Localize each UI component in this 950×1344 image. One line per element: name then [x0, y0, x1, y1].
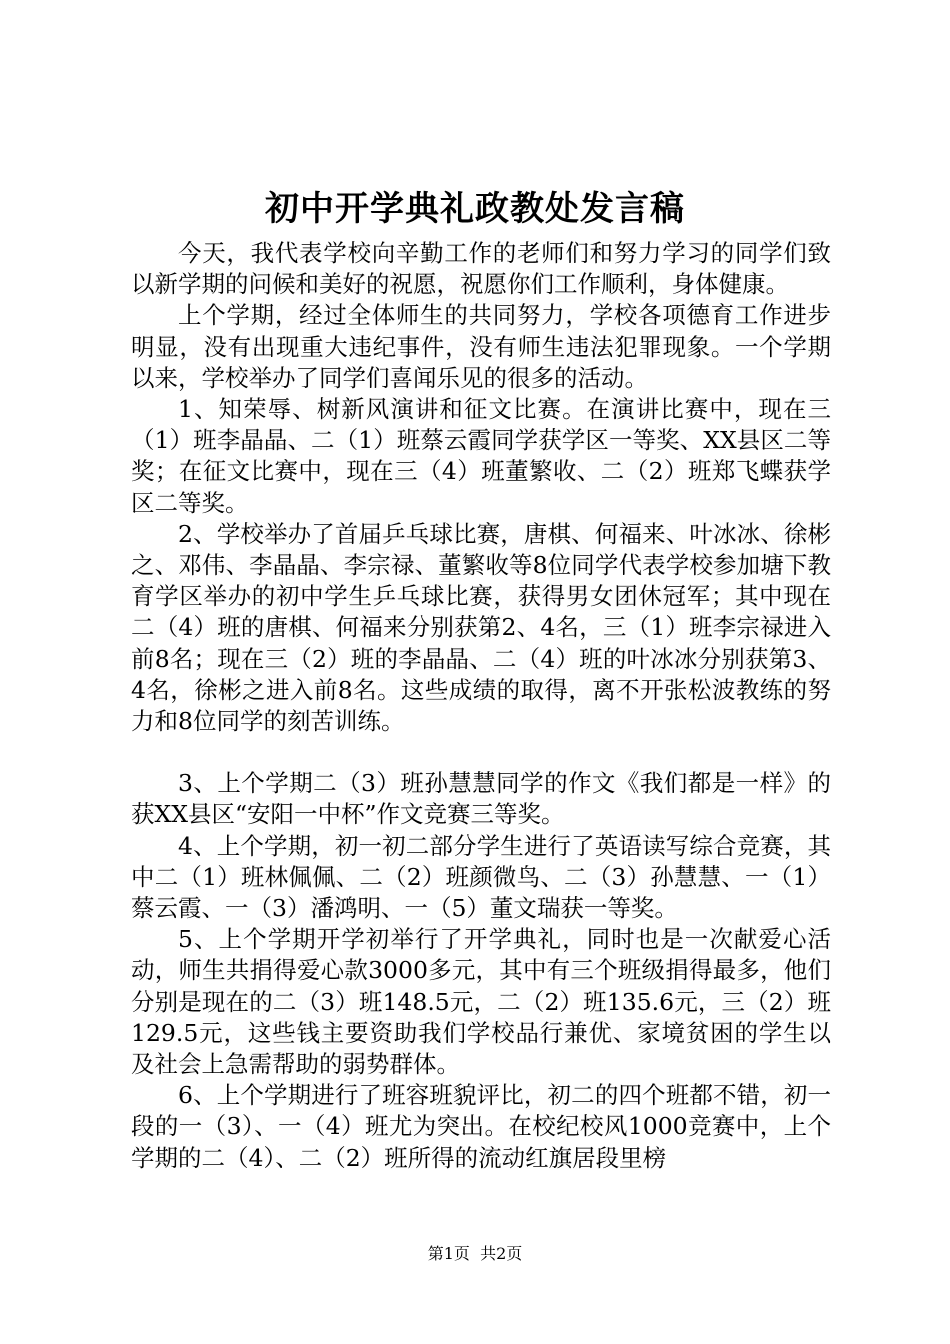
document-body: [131, 238, 831, 1174]
document-title: 初中开学典礼政教处发言稿: [265, 189, 685, 229]
paragraph-summary: 上个学期，经过全体师生的共同努力，学校各项德育工作进步明显，没有出现重大违纪事件，没有师生违法犯罪现象。一个学期以来，学校举办了同学们喜闻乐见的很多的活动。: [131, 301, 831, 392]
paragraph-item-3: 3、上个学期二（3）班孙慧慧同学的作文《我们都是一样》的获XX县区“安阳一中杯”作文竞赛三等奖。: [131, 769, 831, 829]
paragraph-item-6: 6、上个学期进行了班容班貌评比，初二的四个班都不错，初一段的一（3）、一（4）班尤为突出。在校纪校风1000竞赛中，上个学期的二（4）、二（2）班所得的流动红旗居段里榜: [131, 1081, 831, 1172]
paragraph-item-2: 2、学校举办了首届乒乓球比赛，唐棋、何福来、叶冰冰、徐彬之、邓伟、李晶晶、李宗禄、董繁收等8位同学代表学校参加塘下教育学区举办的初中学生乒乓球比赛，获得男女团休冠军；其中现在二（4）班的唐棋、何福来分别获第2、4名，三（1）班李宗禄进入前8名；现在三（2）班的李晶晶、二（4）班的叶冰冰分别获第3、4名，徐彬之进入前8名。这些成绩的取得，离不开张松波教练的努力和8位同学的刻苦训练。: [131, 519, 831, 736]
paragraph-item-4: 4、上个学期，初一初二部分学生进行了英语读写综合竞赛，其中二（1）班林佩佩、二（2）班颜微鸟、二（3）孙慧慧、一（1）蔡云霞、一（3）潘鸿明、一（5）董文瑞获一等奖。: [131, 831, 831, 923]
paragraph-item-1: 1、知荣辱、树新风演讲和征文比赛。在演讲比赛中，现在三（1）班李晶晶、二（1）班蔡云霞同学获学区一等奖、XX县区二等奖；在征文比赛中，现在三（4）班董繁收、二（2）班郑飞蝶获学区二等奖。: [131, 395, 831, 517]
paragraph-item-5: 5、上个学期开学初举行了开学典礼，同时也是一次献爱心活动，师生共捐得爱心款3000多元，其中有三个班级捐得最多，他们分别是现在的二（3）班148.5元，二（2）班135.6元，三（2）班129.5元，这些钱主要资助我们学校品行兼优、家境贫困的学生以及社会上急需帮助的弱势群体。: [131, 925, 831, 1079]
page-number: 第1页 共2页: [427, 1244, 523, 1263]
page-footer: [0, 1243, 950, 1265]
paragraph-greeting: 今天，我代表学校向辛勤工作的老师们和努力学习的同学们致以新学期的问候和美好的祝愿，祝愿你们工作顺利，身体健康。: [131, 239, 831, 299]
